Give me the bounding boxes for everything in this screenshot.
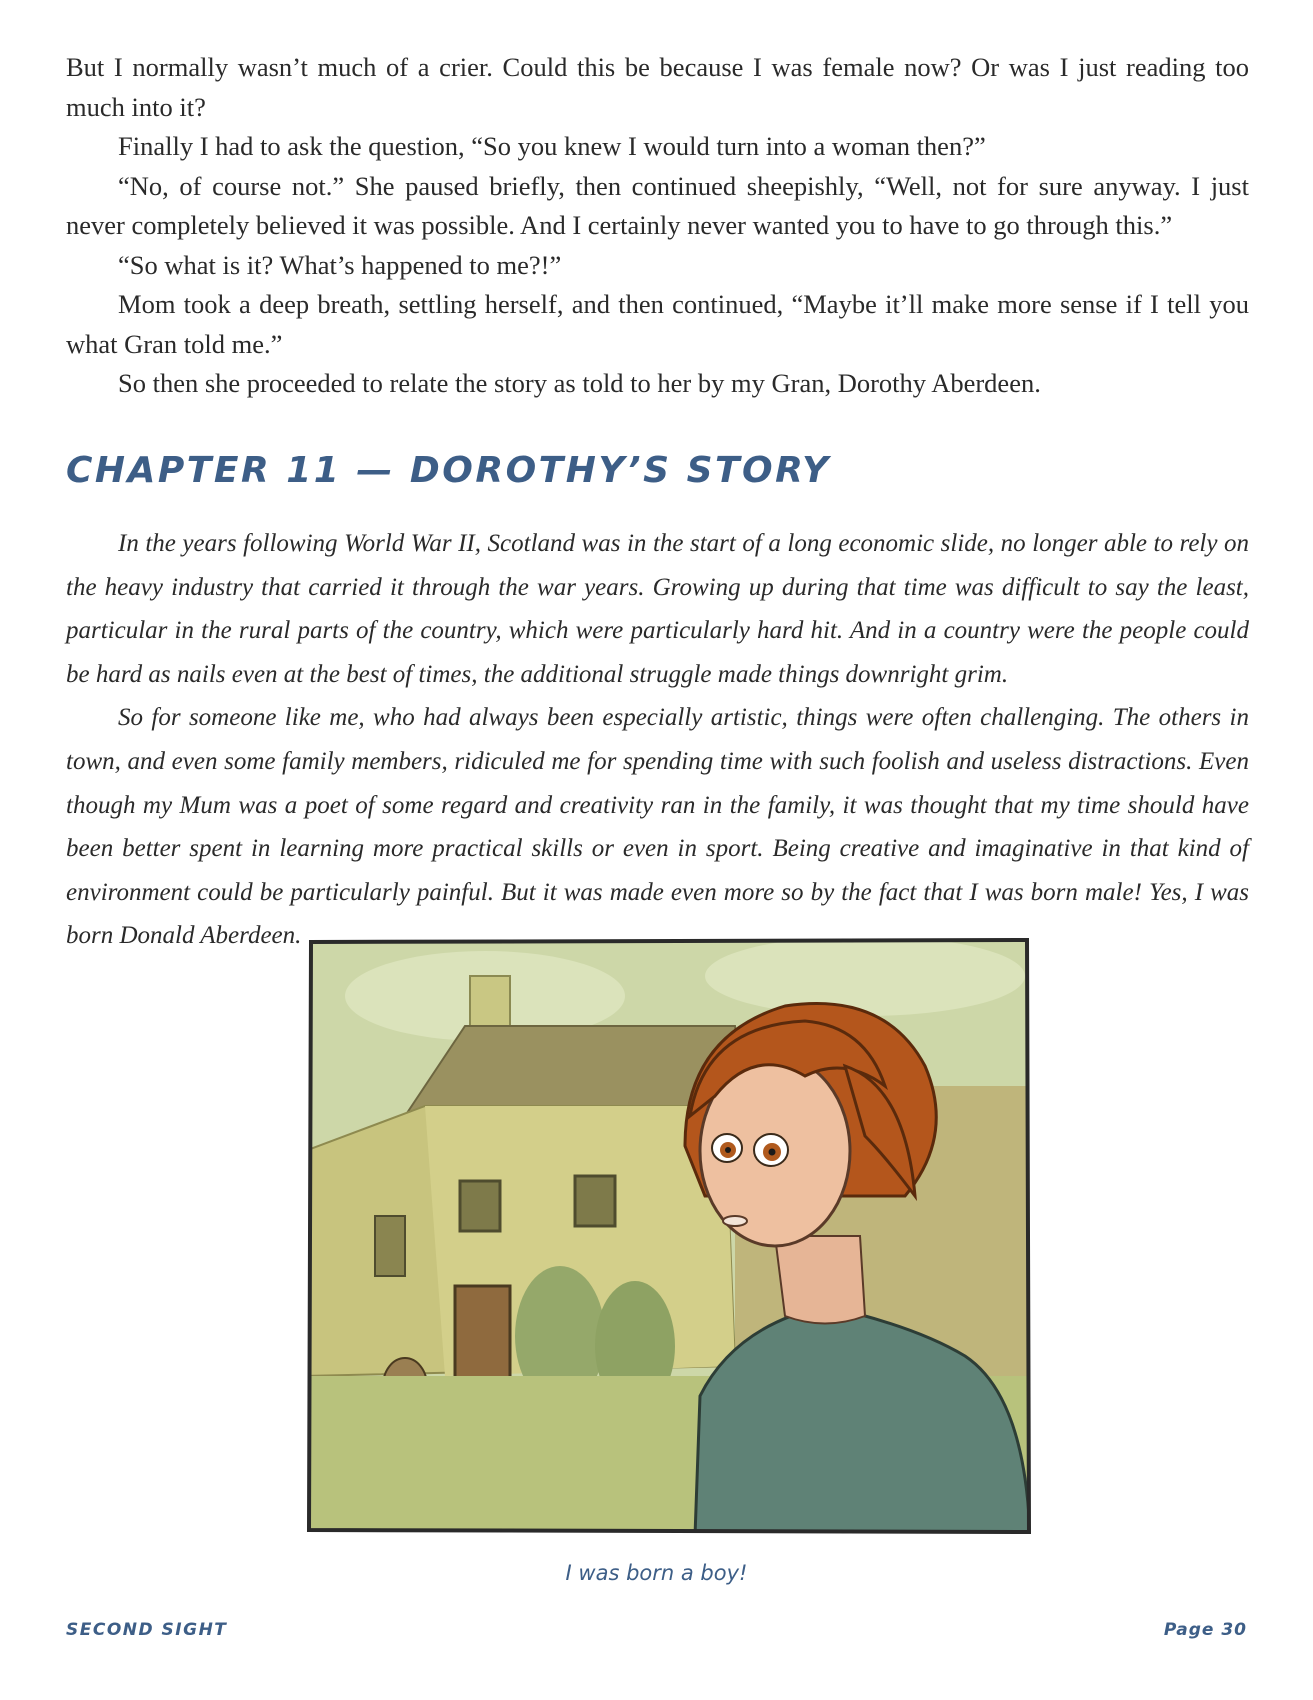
intro-paragraph: But I normally wasn’t much of a crier. Could this be because I was female now? Or was I just reading too much into it? (66, 52, 1249, 122)
chapter-heading: CHAPTER 11 — DOROTHY’S STORY (66, 450, 831, 491)
window (375, 1216, 405, 1276)
character-pupil (769, 1149, 776, 1156)
intro-paragraph: So then she proceeded to relate the story as told to her by my Gran, Dorothy Aberdeen. (118, 368, 1041, 398)
window (575, 1176, 615, 1226)
intro-paragraph: Finally I had to ask the question, “So you knew I would turn into a woman then?” (118, 131, 986, 161)
character-mouth (723, 1216, 747, 1226)
footer-page-number: Page 30 (1163, 1620, 1247, 1640)
intro-paragraph: Mom took a deep breath, settling herself, and then continued, “Maybe it’ll make more sense if I tell you what Gran told me.” (66, 289, 1249, 359)
intro-paragraph: “So what is it? What’s happened to me?!” (118, 249, 562, 280)
cloud (705, 936, 1025, 1016)
figure-caption: I was born a boy! (565, 1561, 748, 1585)
house-door (455, 1286, 510, 1386)
chapter-paragraph: So for someone like me, who had always been especially artistic, things were often challenging. The others in town, and even some family members, ridiculed me for spending time with such foolish and useless distractions. Even though my Mum was a poet of some regard and creativity ran in the family, it was thought that my time should have been better spent in learning more practical skills or even in sport. Being creative and imaginative in that kind of environment could be particularly painful. But it was made even more so by the fact that I was born male! Yes, I was born Donald Aberdeen. (66, 704, 1249, 950)
comic-illustration (305, 936, 1035, 1536)
intro-text (66, 48, 1249, 404)
chapter-paragraph: In the years following World War II, Scotland was in the start of a long economic slide, no longer able to rely on the heavy industry that carried it through the war years. Growing up during that time was difficult to say the least, particular in the rural parts of the country, which were particularly hard hit. And in a country were the people could be hard as nails even at the best of times, the additional struggle made things downright grim. (66, 530, 1249, 688)
character-neck (775, 1236, 865, 1324)
chapter-body (66, 522, 1249, 958)
footer-book-title: SECOND SIGHT (66, 1620, 228, 1640)
character-pupil (725, 1147, 731, 1153)
window (460, 1181, 500, 1231)
illustration-svg (305, 936, 1035, 1536)
intro-paragraph: “No, of course not.” She paused briefly, then continued sheepishly, “Well, not for sure anyway. I just never completely believed it was possible. And I certainly never wanted you to have to go through this.” (66, 170, 1249, 240)
